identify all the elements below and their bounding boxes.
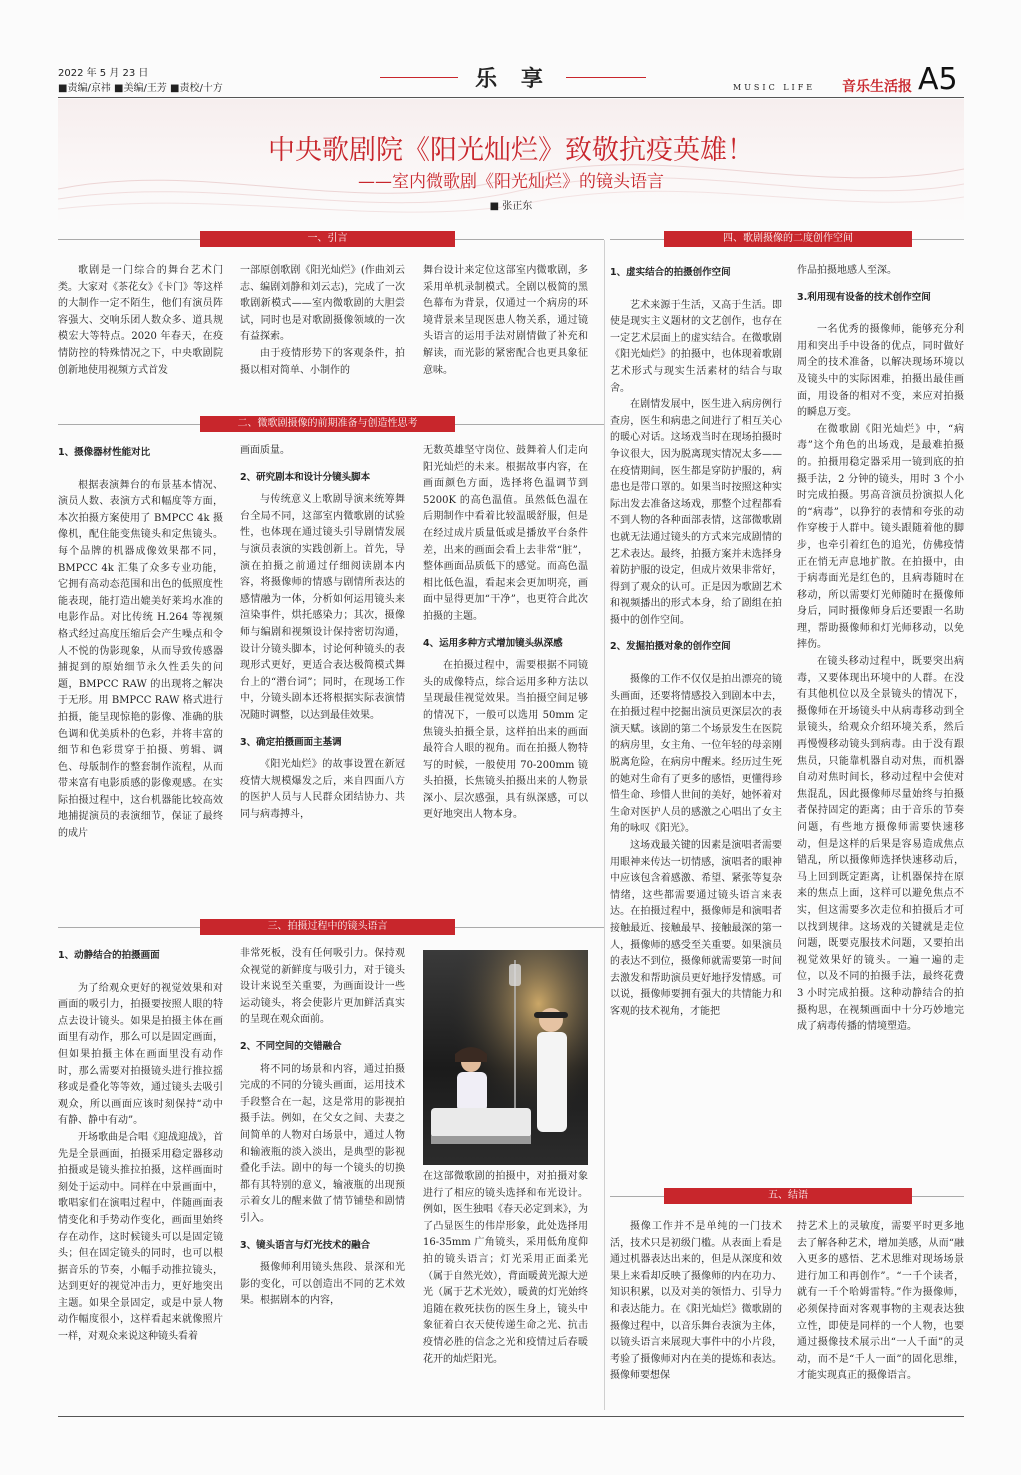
header-divider — [58, 97, 964, 98]
paragraph: 这场戏最关键的因素是演唱者需要用眼神来传达一切情感，演唱者的眼神中应该包含着感激、希望、紧张等复杂情绪，这些都需要通过镜头语言来表达。在拍摄过程中，摄像师是和演唱者接触最近、接触最早、接触最深的第一人，摄像师的感受至关重要。如果演员的表达不到位，摄像师就需要第一时间去激发和帮助演员更好地抒发情感。可以说，摄像师要拥有强大的共情能力和客观的技术视角，才能把 — [610, 840, 782, 1017]
intro-paragraph: 一部原创歌剧《阳光灿烂》(作曲刘云志、编剧刘静和刘云志)，完成了一次歌剧新模式——室内微歌剧的大胆尝试，同时也是对歌剧摄像领域的一次有益探索。 — [240, 265, 405, 343]
subheading: 1、摄像器材性能对比 — [58, 447, 151, 458]
paragraph: 在拍摄过程中，需要根据不同镜头的成像特点，综合运用多种方法以呈现最佳视觉效果。当拍摄空间足够的情况下，一般可以选用 50mm 定焦镜头拍摄全景，这样拍出来的画面最符合人眼的视角。而在拍摄人物特写的时候，一般使用 70-200mm 镜头拍摄，长焦镜头拍摄出来的人物景深小、层次感强，具有纵深感，可以更好地突出人物本身。 — [423, 660, 588, 821]
column-divider — [604, 240, 605, 1410]
article-title: 中央歌剧院《阳光灿烂》致敬抗疫英雄！ — [268, 135, 754, 166]
intro-column-3 — [423, 263, 588, 398]
paragraph: 一名优秀的摄像师，能够充分利用和突出手中设备的优点，同时做好周全的技术准备，以解决现场环境以及镜头中的实际困难，拍摄出最佳画面，用设备的相对不变，来应对拍摄的瞬息万变。 — [797, 324, 964, 419]
subheading: 2、研究剧本和设计分镜头脚本 — [240, 471, 371, 483]
section-5-heading: 五、结语 — [664, 1188, 912, 1204]
editor-credits: ■责编/京祎 ■美编/王芳 ■责校/十方 — [58, 83, 223, 94]
section-1-heading: 一、引言 — [200, 231, 455, 247]
intro-column-1 — [58, 263, 223, 398]
header-rule-right — [566, 77, 646, 78]
paragraph: 《阳光灿烂》的故事设置在新冠疫情大规模爆发之后，来自四面八方的医护人员与人民群众团结协力、共同与病毒搏斗， — [240, 759, 405, 820]
section-4-column-2 — [797, 263, 964, 1171]
paragraph: 摄像工作并不是单纯的一门技术活，技术只是初级门槛。从表面上看是通过机器表达出来的，但是从深度和效果上来看却反映了摄像师的内在功力、知识积累，以及对美的领悟力、引导力和表达能力。在《阳光灿烂》微歌剧的摄像过程中，以音乐舞台表演为主体，以镜头语言来展现大事件中的小片段，考验了摄像师对内在美的提炼和表达。摄像师要想保 — [610, 1221, 782, 1382]
section-4-heading: 四、歌剧摄像的二度创作空间 — [664, 231, 912, 247]
paragraph: 与传统意义上歌剧导演来统筹舞台全局不同，这部室内微歌剧的试验性，也体现在通过镜头引导剧情发展与演员表演的实践创新上。首先，导演在拍摄之前通过仔细阅读剧本内容，将摄像师的情感与剧情所表达的感情融为一体，分析如何运用镜头来渲染事件，烘托感染力；其次，摄像师与编剧和视频设计保持密切沟通，设计分镜头脚本，讨论何种镜头的表现形式更好，更适合表达极简模式舞台上的“潜台词”；同时，在现场工作中，分镜头剧本还将根据实际表演情况随时调整，以达到最佳效果。 — [240, 494, 405, 721]
paragraph: 在剧情发展中，医生进入病房例行查房，医生和病患之间进行了相互关心的暖心对话。这场戏当时在现场拍摄时争议很大，因为脱离现实情况太多——在疫情期间，医生都是穿防护服的，病患也是带口罩的。如果当时按照这种实际出发去准备这场戏，那整个过程都看不到人物的各种面部表情，这部微歌剧也就无法通过镜头的方式来完成剧情的艺术表达。最终，拍摄方案并未选择身着防护服的设定，但成片效果非常好，得到了观众的认可。正是因为歌剧艺术和视频播出的形式本身，给了剧组在拍摄中的创作空间。 — [610, 399, 782, 626]
section-2-column-2 — [240, 443, 405, 903]
subheading: 4、运用多种方式增加镜头纵深感 — [423, 637, 563, 649]
section-4-column-1 — [610, 263, 782, 1171]
paragraph: 在这部微歌剧的拍摄中，对拍摄对象进行了相应的镜头选择和布光设计。例如，医生独唱《春天必定到来》，为了凸显医生的伟岸形象，此处选择用 16-35mm 广角镜头，采用低角度仰拍的镜头语言；灯光采用正面柔光（属于自然光效），背面暖黄光源大逆光（属于艺术光效），暖黄的灯光始终追随在救死扶伤的医生身上，镜头中象征着白衣天使传递生命之光、抗击疫情必胜的信念之光和疫情过后春暖花开的灿烂阳光。 — [423, 1171, 588, 1365]
paragraph: 摄像师利用镜头焦段、景深和光影的变化，可以创造出不同的艺术效果。根据剧本的内容， — [240, 1262, 405, 1307]
paragraph: 无数英雄坚守岗位、鼓舞着人们走向阳光灿烂的未来。根据故事内容，在画面颜色方面，选择将色温调节到 5200K 的高色温值。虽然低色温在后期制作中看着比较温暖舒服，但是在经过成片质量低或是播放平台条件差，出来的画面会看上去非常“脏”，整体画面品质低下的感觉。而高色温相比低色温，看起来会更加明亮，画面中显得更加“干净”，也更符合此次拍摄的主题。 — [423, 445, 588, 622]
header-rule-left — [380, 77, 458, 78]
paragraph: 将不同的场景和内容，通过拍摄完成的不同的分镜头画面，运用技术手段整合在一起，这是常用的影视拍摄手法。例如，在父女之间、夫妻之间简单的人物对白场景中，通过人物和输液瓶的淡入淡出，是典型的影视叠化手法。剧中的每一个镜头的切换都有其特别的意义，输液瓶的出现预示着女儿的醒来做了情节铺垫和剧情引入。 — [240, 1063, 405, 1224]
page-number: A5 — [918, 62, 958, 97]
paragraph: 根据表演舞台的布景基本情况、演员人数、表演方式和幅度等方面，本次拍摄方案使用了 BMPCC 4k 摄像机，配住能变焦镜头和定焦镜头。每个品牌的机器成像效果都不同，BMPCC 4k 汇集了众多专业功能，它拥有高动态范围和出色的低照度性能表现，能打造出媲美好莱坞水准的电影作品。对比传统 H.264 等视频格式经过高度压缩后会产生噪点和令人不悦的伪影现象，从而导致传感器捕捉到的原始细节永久性丢失的问题，BMPCC RAW 的出现将之解决于无形。用 BMPCC RAW 格式进行拍摄，能呈现惊艳的影像、准确的肤色调和优美质朴的色彩，并将丰富的细节和色彩贯穿于拍摄、剪辑、调色、母版制作的整套制作流程，从而带来富有电影质感的影像观感。在实际拍摄过程中，这台机器能比较高效地捕捉演员的表演细节，保证了最终的成片 — [58, 479, 223, 840]
section-2-heading: 二、微歌剧摄像的前期准备与创造性思考 — [200, 416, 455, 432]
paragraph: 为了给观众更好的视觉效果和对画面的吸引力，拍摄要按照人眼的特点去设计镜头。如果是拍摄主体在画面里有动作，那么可以是固定画面，但如果拍摄主体在画面里没有动作时，那么需要对拍摄镜头进行推拉摇移或是叠化等等效，通过镜头去吸引观众，所以画面应该时刻保持“动中有静、静中有动”。 — [58, 982, 223, 1127]
paragraph: 作品拍摄地感人至深。 — [797, 265, 897, 276]
paper-name: 音乐生活报 — [842, 79, 912, 95]
article-subtitle: ——室内微歌剧《阳光灿烂》的镜头语言 — [358, 172, 664, 192]
section-3-column-1 — [58, 946, 223, 1406]
section-2-column-1 — [58, 443, 223, 903]
intro-paragraph: 由于疫情形势下的客观条件，拍摄以相对简单、小制作的 — [240, 347, 405, 376]
paragraph: 在镜头移动过程中，既要突出病毒，又要体现出环境中的人群。在没有其他机位以及全景镜头的情况下，摄像师在开场镜头中从病毒移动到全景镜头，给观众介绍环境关系，然后再慢慢移动镜头到病毒。由于没有跟焦员，只能靠机器自动对焦，而机器自动对焦时间长，移动过程中会使对焦混乱，因此摄像师尽量始终与拍摄者保持固定的距离；由于音乐的节奏问题，有些地方摄像师需要快速移动，但是这样的后果是容易造成焦点错乱，所以摄像师选择快速移动后，马上回到既定距离，让机器保持在原来的焦点上面，这样可以避免焦点不实，但这需要多次走位和拍摄后才可以找到规律。这场戏的关键就是走位问题，既要克服技术问题，又要拍出视觉效果好的镜头。一遍一遍的走位，以及不同的拍摄手法，最终花费 3 小时完成拍摄。这种动静结合的拍摄构思，在视频画面中十分巧妙地完成了病毒传播的情境塑造。 — [797, 656, 964, 1033]
paragraph: 在微歌剧《阳光灿烂》中，“病毒”这个角色的出场戏，是最难拍摄的。拍摄用稳定器采用一镜到底的拍摄手法，2 分钟的镜头，用时 3 个小时完成拍摄。男高音演员扮演拟人化的“病毒”，以狰狞的表情和夸张的动作穿梭于人群中。镜头跟随着他的脚步，也牵引着红色的追光，仿佛疫情正在悄无声息地扩散。在拍摄中，由于病毒面光是红色的，且病毒随时在移动，所以需要灯光师随时在摄像师身后，同时摄像师身后还要跟一名助理，帮助摄像师和灯光师移动，以免摔伤。 — [797, 423, 964, 651]
section-5-column-1 — [610, 1219, 782, 1409]
intro-paragraph: 歌剧是一门综合的舞台艺术门类。大家对《茶花女》《卡门》等这样的大制作一定不陌生，他们有演员阵容强大、交响乐团人数众多、道具规模宏大等特点。2020 年春天，在疫情防控的特殊情况之下，中央歌剧院创新地使用视频方式首发 — [58, 265, 223, 376]
subheading: 3、确定拍摄画面主基调 — [240, 736, 342, 748]
paragraph: 摄像的工作不仅仅是拍出漂亮的镜头画面，还要将情感投入到剧本中去，在拍摄过程中挖掘出演员更深层次的表演天赋。该剧的第二个场景发生在医院的病房里，女主角、一位年轻的母亲刚脱离危险，在病房中醒来。经历过生死的她对生命有了更多的感悟，更懂得珍惜生命、珍惜人世间的美好，她怀着对生命对医护人员的感激之心唱出了女主角的咏叹《阳光》。 — [610, 674, 782, 835]
section-3-column-3 — [423, 1169, 588, 1406]
music-life-label: MUSIC LIFE — [733, 83, 816, 92]
paragraph: 持艺术上的灵敏度，需要平时更多地去了解各种艺术，增加美感，从而“融入更多的感悟、艺术思维对现场场景进行加工和再创作”。“一千个读者，就有一千个哈姆雷特。”作为摄像师，必须保持面对客观事物的主观表达独立性，即使是同样的一个人物，也要通过摄像技术展示出“一人千面”的灵动，而不是“千人一面”的固化思维，才能实现真正的摄像语言。 — [797, 1221, 964, 1382]
paragraph: 开场歌曲是合唱《迎战迎战》，首先是全景画面，拍摄采用稳定器移动拍摄或是镜头推拉拍摄，这样画面时刻处于运动中。同样在中景画面中，歌唱家们在演唱过程中，伴随画面表情变化和手势动作变化，画面里始终存在动作，这时候镜头可以是固定镜头；但在固定镜头的同时，也可以根据音乐的节奏，小幅手动推拉镜头，达到更好的视觉冲击力，更好地突出主题。如果全景固定，或是中景人物动作幅度很小，这样看起来就像照片一样，对观众来说这种镜头看着 — [58, 1131, 223, 1343]
paragraph: 艺术来源于生活，又高于生活。即使是现实主义题材的文艺创作，也存在一定艺术层面上的虚实结合。在微歌剧《阳光灿烂》的拍摄中，也体现着歌剧艺术形式与现实生活素材的结合与取舍。 — [610, 299, 782, 394]
performance-photo — [423, 950, 588, 1165]
issue-date: 2022 年 5 月 23 日 — [58, 68, 149, 79]
intro-paragraph: 舞台设计来定位这部室内微歌剧，多采用单机录制模式。全剧以极简的黑色幕布为背景，仅通过一个病房的环境背景来呈现医患人物关系，通过镜头语言的运用手法对剧情做了补充和解读，而光影的紧密配合也更具象征意味。 — [423, 265, 588, 376]
section-3-column-2 — [240, 946, 405, 1406]
footer-divider — [58, 1416, 964, 1417]
subheading: 3.利用现有设备的技术创作空间 — [797, 291, 931, 303]
section-name: 乐 享 — [475, 66, 551, 92]
photo-illustration — [423, 950, 588, 1165]
subheading: 1、动静结合的拍摄画面 — [58, 950, 160, 961]
section-2-column-3 — [423, 443, 588, 903]
section-3-heading: 三、拍摄过程中的镜头语言 — [200, 919, 455, 935]
subheading: 1、虚实结合的拍摄创作空间 — [610, 267, 731, 278]
subheading: 2、发掘拍摄对象的创作空间 — [610, 641, 731, 653]
subheading: 3、镜头语言与灯光技术的融合 — [240, 1239, 371, 1251]
article-author: ■ 张正东 — [489, 201, 533, 212]
intro-column-2 — [240, 263, 405, 398]
section-5-column-2 — [797, 1219, 964, 1409]
subheading: 2、不同空间的交错融合 — [240, 1040, 342, 1052]
paragraph: 非常死板，没有任何吸引力。保持观众视觉的新鲜度与吸引力，对于镜头设计来说至关重要，为画面设计一些运动镜头，将会使影片更加鲜活真实的呈现在观众面前。 — [240, 948, 405, 1026]
paragraph: 画面质量。 — [240, 445, 290, 456]
